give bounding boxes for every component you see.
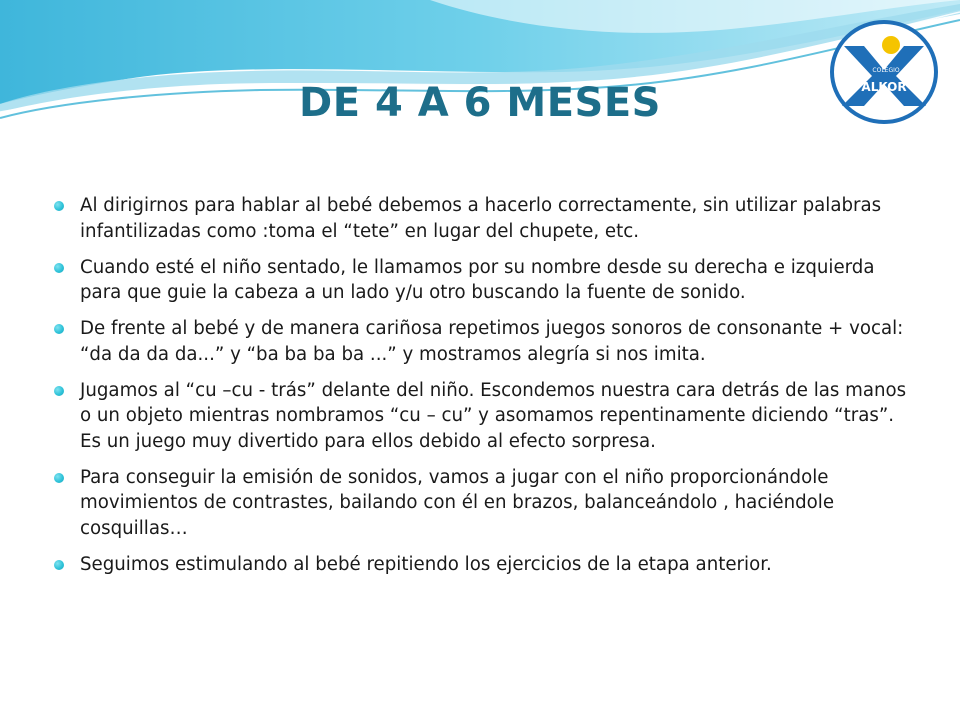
logo-name: ALKOR (861, 80, 907, 94)
bullet-text: De frente al bebé y de manera cariñosa repetimos juegos sonoros de consonante + vocal: “da da da da...” y “ba ba ba ba ...” y mostramos alegría si nos imita. (80, 318, 904, 365)
bullet-dot-icon (54, 386, 64, 396)
bullet-item (52, 465, 912, 542)
bullet-dot-icon (54, 324, 64, 334)
bullet-text: Cuando esté el niño sentado, le llamamos por su nombre desde su derecha e izquierda para que guie la cabeza a un lado y/u otro buscando la fuente de sonido. (80, 256, 875, 303)
bullet-item (52, 378, 912, 455)
bullet-text: Al dirigirnos para hablar al bebé debemos a hacerlo correctamente, sin utilizar palabras infantilizadas como :toma el “tete” en lugar del chupete, etc. (80, 195, 882, 242)
bullet-text: Para conseguir la emisión de sonidos, vamos a jugar con el niño proporcionándole movimientos de contrastes, bailando con él en brazos, balanceándolo , haciéndole cosquillas… (80, 466, 835, 539)
bullet-dot-icon (54, 473, 64, 483)
bullet-dot-icon (54, 263, 64, 273)
bullet-list (52, 193, 912, 588)
logo-small-text: COLEGIO (872, 67, 900, 74)
bullet-item (52, 316, 912, 367)
bullet-dot-icon (54, 201, 64, 211)
bullet-item (52, 193, 912, 244)
bullet-dot-icon (54, 560, 64, 570)
slide-title: DE 4 A 6 MESES (299, 80, 661, 126)
bullet-item (52, 255, 912, 306)
bullet-item (52, 552, 912, 578)
bullet-text: Seguimos estimulando al bebé repitiendo los ejercicios de la etapa anterior. (80, 553, 772, 575)
bullet-text: Jugamos al “cu –cu - trás” delante del niño. Escondemos nuestra cara detrás de las manos o un objeto mientras nombramos “cu – cu” y asomamos repentinamente diciendo “tras”. Es un juego muy divertido para ellos debido al efecto sorpresa. (80, 379, 907, 452)
